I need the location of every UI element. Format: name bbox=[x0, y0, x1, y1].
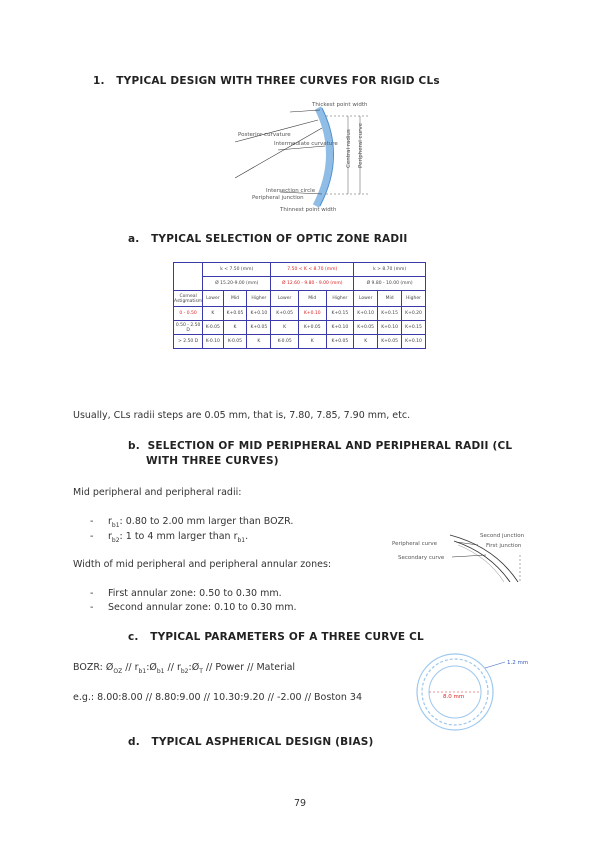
diameter-header: Ø 9.80 - 10.00 (mm) bbox=[354, 277, 426, 291]
page-number: 79 bbox=[293, 798, 307, 809]
sub-header: Lower bbox=[271, 291, 299, 307]
fig3-label: 1.2 mm bbox=[507, 660, 529, 666]
section-b-heading: b. SELECTION OF MID PERIPHERAL AND PERIPHERAL RADII (CL WITH THREE CURVES) bbox=[128, 440, 513, 467]
sub-header: Higher bbox=[247, 291, 271, 307]
list-item: - $r_{b2}$: 1 to 4 mm larger than $r_{b1}$. bbox=[90, 531, 249, 544]
section-c-heading: c. TYPICAL PARAMETERS OF A THREE CURVE CL bbox=[128, 631, 424, 643]
bozr-formula: BOZR: $Ø_{OZ}$ // $r_{b1}:Ø_{b1}$ // $r_{b2}:Ø_T$ // Power // Material bbox=[73, 662, 296, 675]
param-label: Corneal Astigmatism bbox=[174, 291, 203, 307]
fig1-label: Thinnest point width bbox=[280, 207, 337, 213]
list-item: - Second annular zone: 0.10 to 0.30 mm. bbox=[90, 602, 297, 613]
fig2-label: Second junction bbox=[480, 533, 525, 539]
k-range-header: k > 8.70 (mm) bbox=[354, 263, 426, 277]
sub-header: Mid bbox=[298, 291, 326, 307]
width-intro: Width of mid peripheral and peripheral annular zones: bbox=[73, 559, 332, 570]
k-range-header: 7.50 < K < 8.70 (mm) bbox=[271, 263, 354, 277]
example-parameters: e.g.: 8.00:8.00 // 8.80:9.00 // 10.30:9.20 // -2.00 // Boston 34 bbox=[73, 692, 362, 703]
sub-header: Higher bbox=[402, 291, 426, 307]
sub-header: Lower bbox=[203, 291, 223, 307]
optic-zone-radii-table bbox=[173, 262, 426, 349]
fig1-label: Central radius bbox=[346, 129, 352, 168]
fig1-label: Thickest point width bbox=[312, 102, 368, 108]
sub-header: Mid bbox=[378, 291, 402, 307]
lens-top-view-figure bbox=[405, 652, 535, 732]
table-row: 0 - 0.50 K K+0.05 K+0.10 K+0.05 K+0.10 K+0.15 K+0.10 K+0.15 K+0.20 bbox=[174, 307, 426, 321]
sub-header: Lower bbox=[354, 291, 378, 307]
peripheral-curve-figure bbox=[390, 527, 530, 582]
sub-header: Mid bbox=[223, 291, 247, 307]
fig3-label: 8.0 mm bbox=[443, 694, 465, 700]
fig1-label: Peripheral curve bbox=[358, 123, 364, 168]
fig1-label: Posterior curvature bbox=[238, 132, 291, 138]
k-range-header: k < 7.50 (mm) bbox=[203, 263, 271, 277]
fig1-label: Intermediate curvature bbox=[274, 141, 338, 147]
diameter-header: Ø 12.60 - 9.80 - 9.00 (mm) bbox=[271, 277, 354, 291]
mid-peripheral-intro: Mid peripheral and peripheral radii: bbox=[73, 487, 242, 498]
fig1-label: Intersection circle bbox=[266, 188, 316, 194]
fig2-label: Secondary curve bbox=[398, 555, 445, 561]
fig1-label: Peripheral junction bbox=[252, 195, 304, 201]
list-item: - First annular zone: 0.50 to 0.30 mm. bbox=[90, 588, 282, 599]
fig2-label: Peripheral curve bbox=[392, 541, 437, 547]
section-d-heading: d. TYPICAL ASPHERICAL DESIGN (BIAS) bbox=[128, 736, 374, 748]
table-row: 0.50 - 2.50 D K-0.05 K K+0.05 K K+0.05 K+0.10 K+0.05 K+0.10 K+0.15 bbox=[174, 321, 426, 335]
radii-steps-text: Usually, CLs radii steps are 0.05 mm, that is, 7.80, 7.85, 7.90 mm, etc. bbox=[73, 410, 411, 421]
lens-cross-section-figure bbox=[230, 98, 390, 216]
sub-header: Higher bbox=[326, 291, 354, 307]
diameter-header: Ø 15.20-9.00 (mm) bbox=[203, 277, 271, 291]
section-a-heading: a. TYPICAL SELECTION OF OPTIC ZONE RADII bbox=[128, 233, 408, 245]
lens-profile bbox=[316, 108, 330, 206]
list-item: - $r_{b1}$: 0.80 to 2.00 mm larger than BOZR. bbox=[90, 516, 294, 529]
fig2-label: First junction bbox=[486, 543, 522, 549]
table-row: > 2.50 D K-0.10 K-0.05 K K-0.05 K K+0.05 K K+0.05 K+0.10 bbox=[174, 335, 426, 349]
section-1-heading: 1. TYPICAL DESIGN WITH THREE CURVES FOR RIGID CLs bbox=[93, 75, 440, 87]
